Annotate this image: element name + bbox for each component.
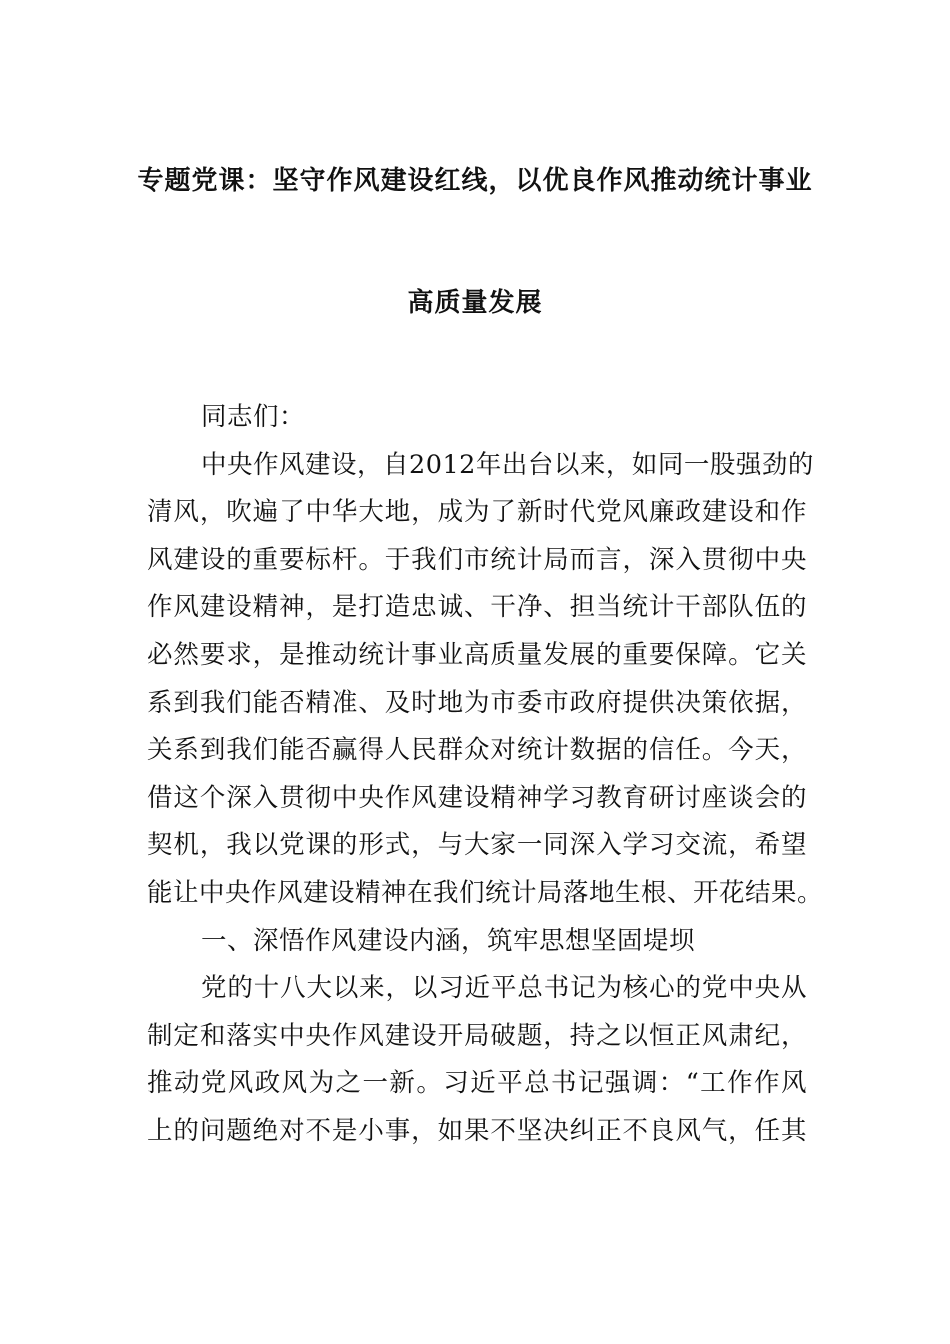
body-line: 制定和落实中央作风建设开局破题，持之以恒正风肃纪， — [147, 1020, 807, 1051]
body-line: 清风，吹遍了中华大地，成为了新时代党风廉政建设和作 — [147, 497, 807, 528]
body-line: 推动党风政风为之一新。习近平总书记强调：“工作作风 — [147, 1068, 807, 1099]
body-line: 契机，我以党课的形式，与大家一同深入学习交流，希望 — [147, 830, 807, 861]
salutation: 同志们： — [201, 402, 306, 432]
body-line: 中央作风建设，自2012年出台以来，如同一股强劲的 — [201, 449, 814, 480]
body-line: 风建设的重要标杆。于我们市统计局而言，深入贯彻中央 — [147, 544, 807, 575]
body-line: 系到我们能否精准、及时地为市委市政府提供决策依据， — [147, 687, 807, 718]
document-body — [147, 394, 824, 1156]
body-line: 必然要求，是推动统计事业高质量发展的重要保障。它关 — [147, 639, 807, 670]
body-line: 关系到我们能否赢得人民群众对统计数据的信任。今天， — [147, 735, 807, 766]
body-line: 上的问题绝对不是小事，如果不坚决纠正不良风气，任其 — [147, 1115, 807, 1146]
document-title-line-1: 专题党课：坚守作风建设红线，以优良作风推动统计事业 — [137, 166, 813, 196]
body-line: 作风建设精神，是打造忠诚、干净、担当统计干部队伍的 — [147, 592, 807, 623]
section-heading: 一、深悟作风建设内涵，筑牢思想坚固堤坝 — [201, 925, 696, 956]
body-line: 党的十八大以来，以习近平总书记为核心的党中央从 — [201, 973, 807, 1004]
body-line: 能让中央作风建设精神在我们统计局落地生根、开花结果。 — [147, 877, 824, 908]
document-title-line-2: 高质量发展 — [407, 288, 543, 318]
body-line: 借这个深入贯彻中央作风建设精神学习教育研讨座谈会的 — [147, 782, 807, 813]
